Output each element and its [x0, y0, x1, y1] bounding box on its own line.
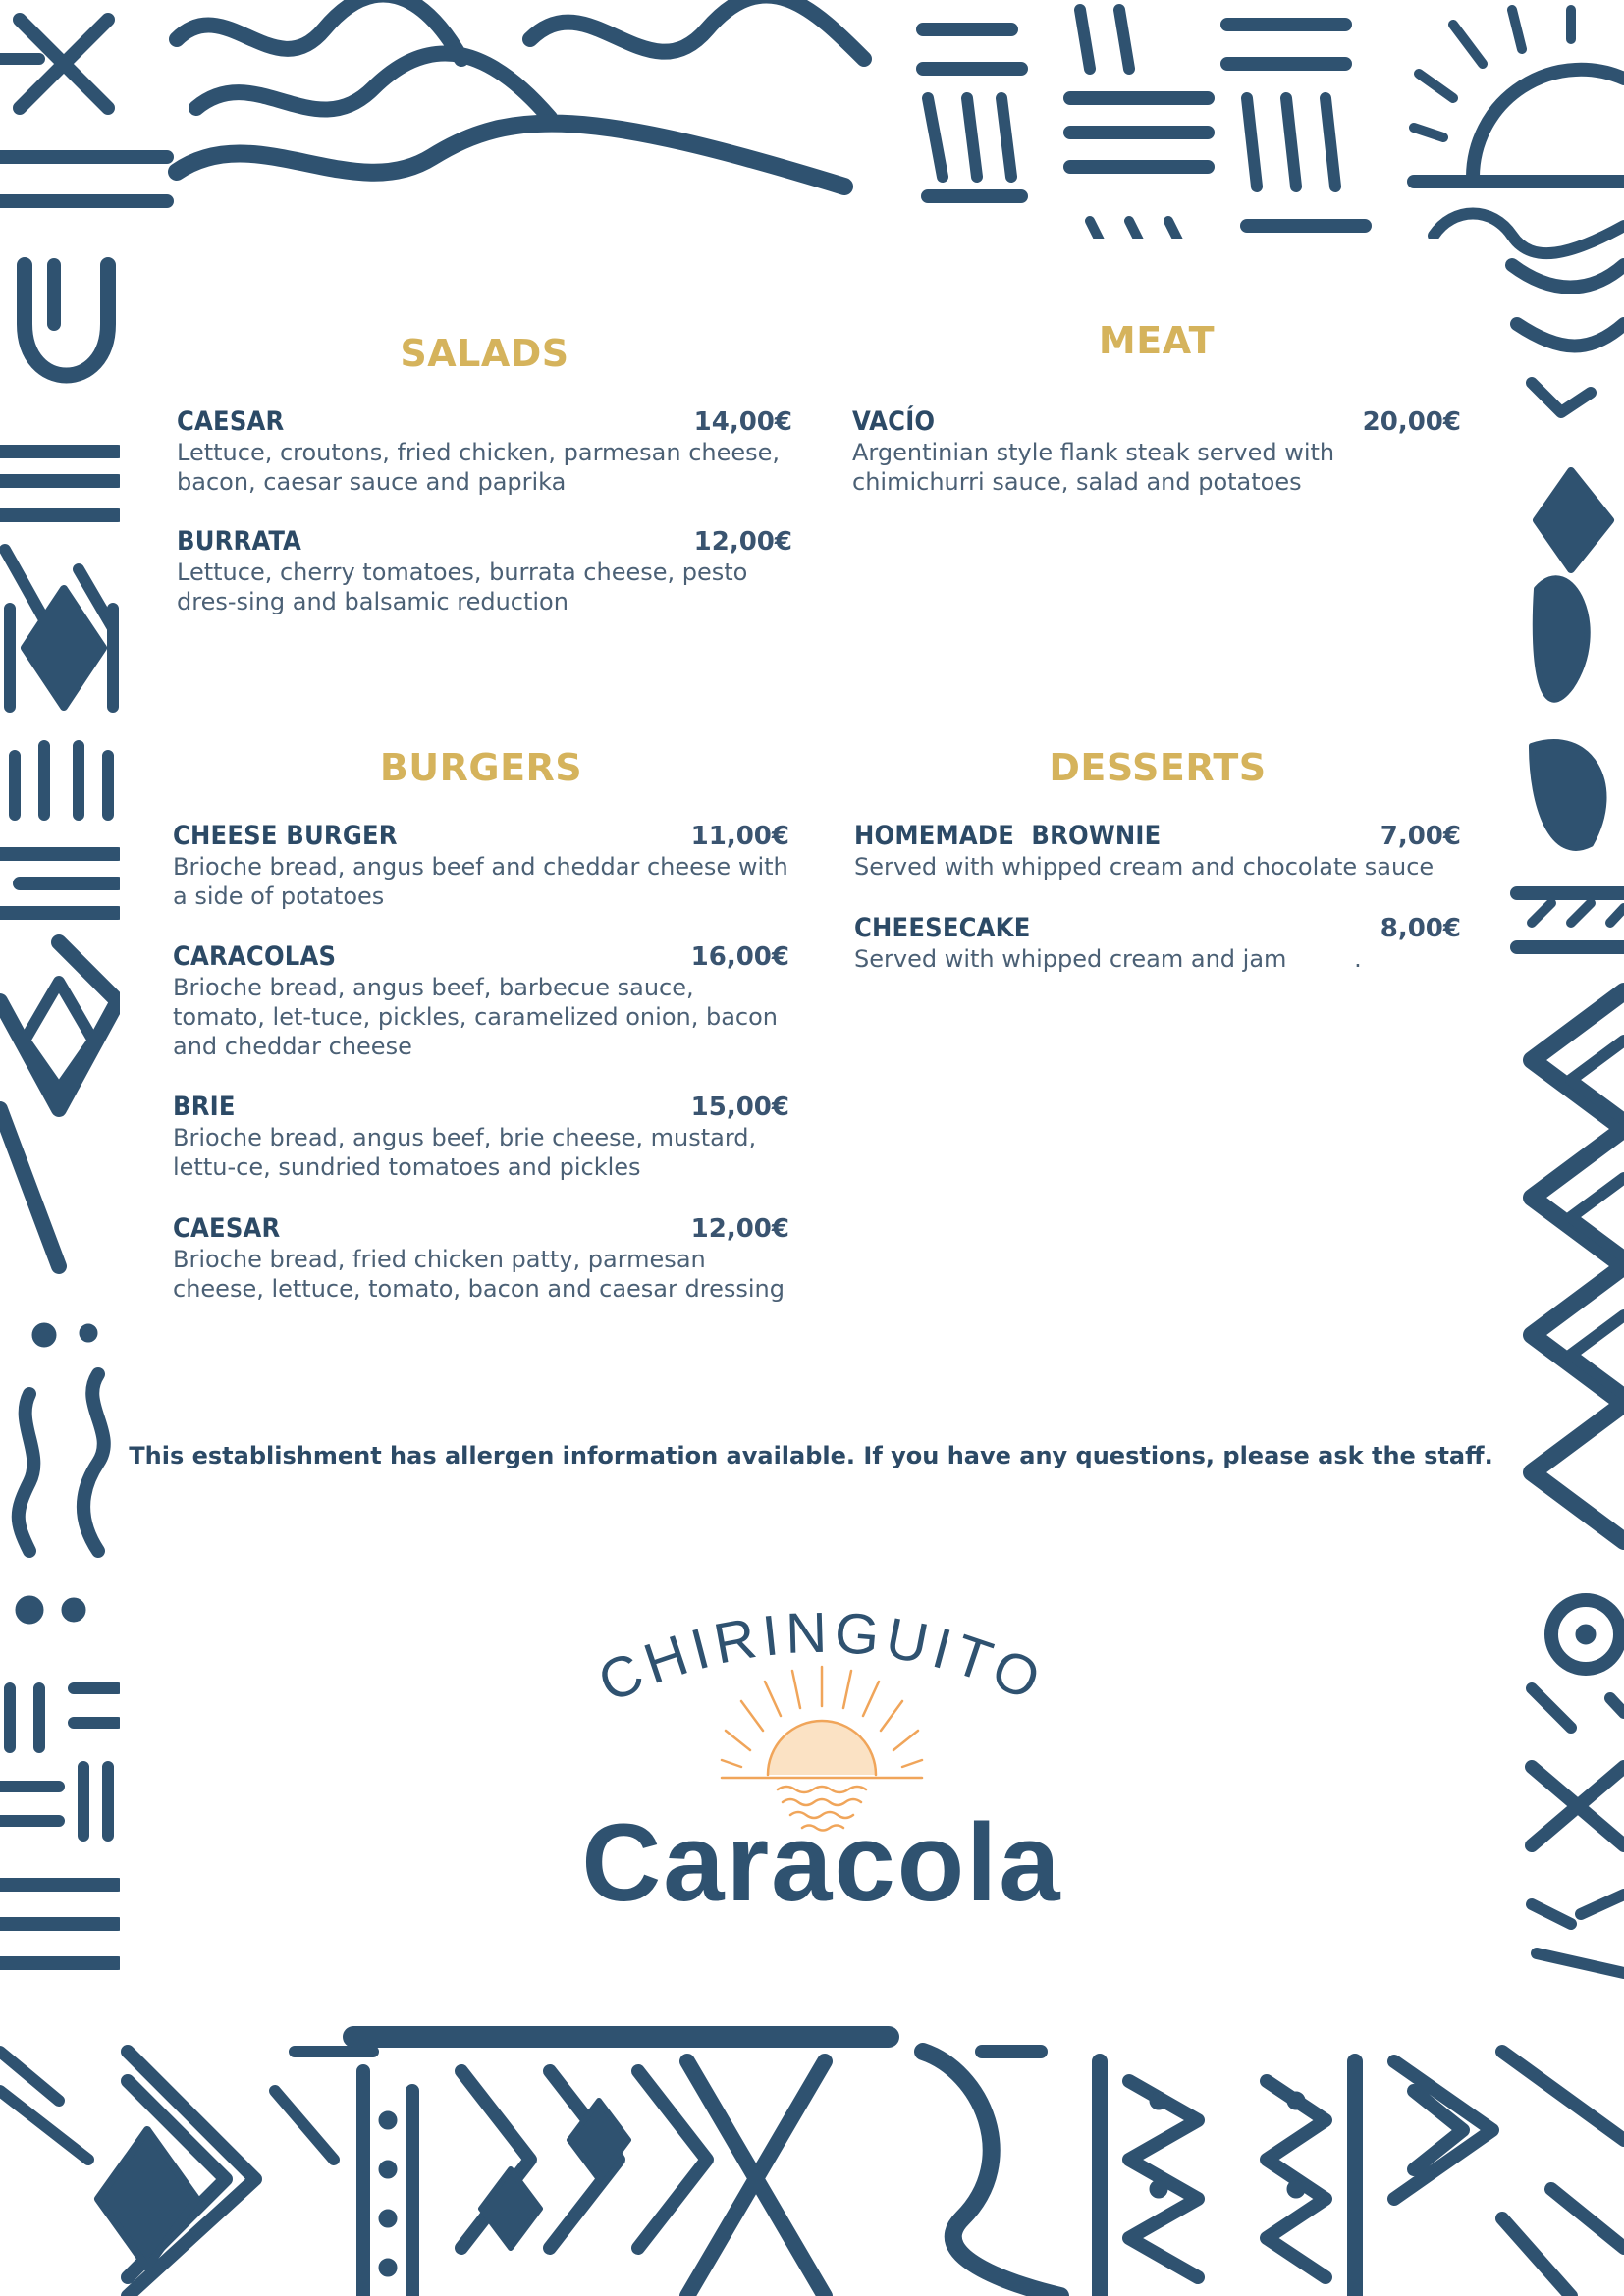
menu-item — [173, 1092, 789, 1182]
item-name: CHEESE BURGER — [173, 821, 398, 851]
item-name: CAESAR — [177, 406, 285, 437]
item-name: CARACOLAS — [173, 941, 337, 972]
item-name: HOMEMADE BROWNIE — [854, 821, 1162, 851]
chiringuito-caracola-logo — [468, 1588, 1175, 1922]
salads-title: SALADS — [400, 332, 569, 375]
logo-top-text: CHIRINGUITO — [589, 1600, 1055, 1716]
menu-panel — [120, 239, 1502, 1990]
menu-item — [177, 526, 792, 616]
menu-item — [173, 821, 789, 911]
item-price: 14,00€ — [693, 407, 792, 437]
item-price: 12,00€ — [693, 527, 792, 557]
item-description: Brioche bread, angus beef and cheddar cheese with a side of potatoes — [173, 853, 788, 910]
item-name: CAESAR — [173, 1213, 281, 1244]
item-price: 8,00€ — [1380, 914, 1461, 943]
item-name: BURRATA — [177, 526, 302, 557]
item-description: Lettuce, cherry tomatoes, burrata cheese, pesto dres-sing and balsamic reduction — [177, 559, 748, 615]
item-description: Argentinian style flank steak served with chimichurri sauce, salad and potatoes — [852, 439, 1335, 496]
item-name: CHEESECAKE — [854, 913, 1031, 943]
item-name: VACÍO — [852, 406, 936, 437]
item-description: Brioche bread, fried chicken patty, parmesan cheese, lettuce, tomato, bacon and caesar dressing — [173, 1246, 785, 1303]
item-price: 16,00€ — [690, 942, 789, 972]
item-price: 11,00€ — [690, 822, 789, 851]
item-description: Brioche bread, angus beef, brie cheese, mustard, lettu-ce, sundried tomatoes and pickles — [173, 1124, 757, 1181]
menu-item — [177, 406, 792, 497]
menu-item — [173, 1213, 789, 1304]
logo-main-text: Caracola — [581, 1801, 1062, 1922]
item-description: Served with whipped cream and chocolate sauce — [854, 853, 1435, 881]
item-description: Lettuce, croutons, fried chicken, parmesan cheese, bacon, caesar sauce and paprika — [177, 439, 781, 496]
item-price: 7,00€ — [1380, 822, 1461, 851]
menu-item — [173, 941, 789, 1061]
desserts-title: DESSERTS — [1049, 746, 1267, 789]
item-price: 20,00€ — [1362, 407, 1461, 437]
menu-item — [854, 821, 1461, 881]
meat-title: MEAT — [1098, 319, 1216, 362]
item-price: 15,00€ — [690, 1093, 789, 1122]
allergen-notice: This establishment has allergen information available. If you have any questions, please ask the staff. — [129, 1442, 1493, 1469]
item-description: Brioche bread, angus beef, barbecue sauce, tomato, let-tuce, pickles, caramelized onion, bacon and cheddar cheese — [173, 974, 778, 1060]
item-price: 12,00€ — [690, 1214, 789, 1244]
burgers-title: BURGERS — [379, 746, 583, 789]
menu-item — [852, 406, 1461, 497]
menu-item — [854, 913, 1461, 974]
item-name: BRIE — [173, 1092, 236, 1122]
item-description: Served with whipped cream and jam . — [854, 945, 1362, 973]
